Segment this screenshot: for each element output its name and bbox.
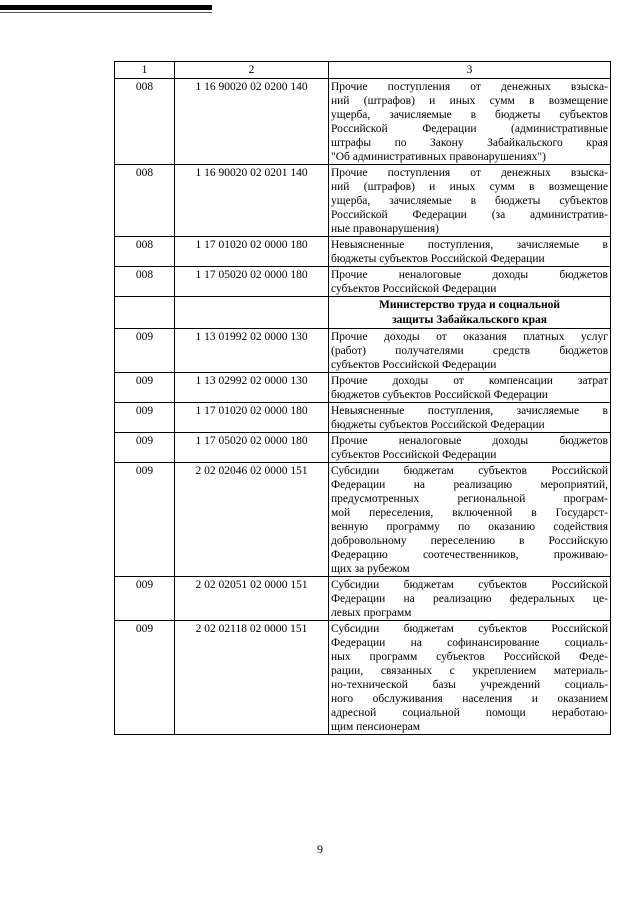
description-cell — [329, 373, 611, 403]
description-line: ний (штрафов) и иных сумм в возмещение — [331, 95, 608, 107]
description-line: Невыясненные поступления, зачисляемые в — [331, 239, 608, 251]
admin-code-cell: 009 — [115, 621, 175, 735]
description-line: ущерба, зачисляемые в бюджеты субъектов — [331, 195, 608, 207]
table-row — [115, 577, 611, 621]
ministry-name-line: защиты Забайкальского края — [392, 314, 547, 326]
description-line: Прочие неналоговые доходы бюджетов — [331, 435, 608, 447]
description-cell — [329, 463, 611, 577]
description-cell — [329, 403, 611, 433]
admin-code-cell: 009 — [115, 329, 175, 373]
description-line: Федерации на софинансирование социаль- — [331, 637, 608, 649]
income-code-cell: 1 16 90020 02 0201 140 — [175, 165, 329, 237]
description-line: субъектов Российской Федерации — [331, 449, 497, 461]
description-line: щих за рубежом — [331, 563, 410, 575]
table-row — [115, 329, 611, 373]
table-row — [115, 463, 611, 577]
description-cell — [329, 433, 611, 463]
description-cell — [329, 621, 611, 735]
header-rule — [0, 5, 212, 10]
ministry-name — [329, 297, 611, 329]
description-line: Федерации на реализацию мероприятий, — [331, 479, 608, 491]
description-line: адресной социальной помощи неработаю- — [331, 707, 608, 719]
description-line: Федерацию соотечественников, проживаю- — [331, 549, 608, 561]
admin-code-cell: 009 — [115, 433, 175, 463]
header-col-2: 2 — [175, 62, 329, 79]
header-col-3: 3 — [329, 62, 611, 79]
admin-code-cell: 008 — [115, 237, 175, 267]
description-line: бюджеты субъектов Российской Федерации — [331, 419, 545, 431]
description-line: Российской Федерации (административные — [331, 123, 608, 135]
ministry-heading-row — [115, 297, 611, 329]
table-row — [115, 79, 611, 165]
admin-code-cell: 009 — [115, 463, 175, 577]
description-line: "Об административных правонарушениях") — [331, 151, 546, 163]
table-row — [115, 621, 611, 735]
income-code-cell: 2 02 02118 02 0000 151 — [175, 621, 329, 735]
income-code-cell: 2 02 02051 02 0000 151 — [175, 577, 329, 621]
table-row — [115, 433, 611, 463]
description-line: Невыясненные поступления, зачисляемые в — [331, 405, 608, 417]
header-col-1: 1 — [115, 62, 175, 79]
description-cell — [329, 79, 611, 165]
income-code-cell: 1 17 05020 02 0000 180 — [175, 433, 329, 463]
income-code-cell: 1 16 90020 02 0200 140 — [175, 79, 329, 165]
page-number: 9 — [317, 842, 323, 856]
description-line: Федерации на реализацию федеральных це- — [331, 593, 608, 605]
description-line: мой переселения, включенной в Государст- — [331, 507, 608, 519]
description-line: штрафы по Закону Забайкальского края — [331, 137, 608, 149]
description-cell — [329, 329, 611, 373]
header-rule-thin — [0, 12, 212, 13]
income-code-cell: 2 02 02046 02 0000 151 — [175, 463, 329, 577]
income-code-cell: 1 13 02992 02 0000 130 — [175, 373, 329, 403]
table-row — [115, 237, 611, 267]
description-cell — [329, 165, 611, 237]
description-line: бюджетов субъектов Российской Федерации — [331, 389, 548, 401]
description-line: субъектов Российской Федерации — [331, 283, 497, 295]
admin-code-cell: 008 — [115, 165, 175, 237]
description-line: бюджеты субъектов Российской Федерации — [331, 253, 545, 265]
description-line: венную программу по оказанию содействия — [331, 521, 608, 533]
description-line: ного обслуживания населения и оказанием — [331, 693, 608, 705]
description-line: ных программ субъектов Российской Феде- — [331, 651, 608, 663]
description-line: Прочие неналоговые доходы бюджетов — [331, 269, 608, 281]
admin-code-cell: 008 — [115, 267, 175, 297]
description-line: предусмотренных региональной програм- — [331, 493, 608, 505]
description-line: Прочие поступления от денежных взыска- — [331, 167, 608, 179]
income-code-cell: 1 17 01020 02 0000 180 — [175, 237, 329, 267]
income-codes-table — [114, 61, 611, 735]
description-cell — [329, 237, 611, 267]
income-code-cell: 1 17 05020 02 0000 180 — [175, 267, 329, 297]
description-line: добровольному переселению в Российскую — [331, 535, 608, 547]
admin-code-cell: 008 — [115, 79, 175, 165]
admin-code-cell: 009 — [115, 373, 175, 403]
description-line: Прочие доходы от компенсации затрат — [331, 375, 608, 387]
description-line: Прочие поступления от денежных взыска- — [331, 81, 608, 93]
table-row — [115, 373, 611, 403]
description-line: ущерба, зачисляемые в бюджеты субъектов — [331, 109, 608, 121]
admin-code-cell: 009 — [115, 577, 175, 621]
admin-code-cell: 009 — [115, 403, 175, 433]
description-cell — [329, 267, 611, 297]
description-line: Субсидии бюджетам субъектов Российской — [331, 579, 608, 591]
table-row — [115, 165, 611, 237]
description-line: рации, связанных с укреплением материаль- — [331, 665, 608, 677]
description-line: левых программ — [331, 607, 412, 619]
description-line: субъектов Российской Федерации — [331, 359, 497, 371]
table-row — [115, 267, 611, 297]
income-code-cell: 1 17 01020 02 0000 180 — [175, 403, 329, 433]
description-cell — [329, 577, 611, 621]
table-row — [115, 403, 611, 433]
description-line: Российской Федерации (за административ- — [331, 209, 608, 221]
ministry-name-line: Министерство труда и социальной — [379, 299, 560, 311]
income-code-cell: 1 13 01992 02 0000 130 — [175, 329, 329, 373]
description-line: ные правонарушения) — [331, 223, 439, 235]
table-header-row — [115, 62, 611, 79]
description-line: Прочие доходы от оказания платных услуг — [331, 331, 608, 343]
table-body — [115, 79, 611, 735]
description-line: Субсидии бюджетам субъектов Российской — [331, 623, 608, 635]
description-line: (работ) получателями средств бюджетов — [331, 345, 608, 357]
description-line: щим пенсионерам — [331, 721, 420, 733]
description-line: но-технической базы учреждений социаль- — [331, 679, 608, 691]
description-line: ний (штрафов) и иных сумм в возмещение — [331, 181, 608, 193]
description-line: Субсидии бюджетам субъектов Российской — [331, 465, 608, 477]
